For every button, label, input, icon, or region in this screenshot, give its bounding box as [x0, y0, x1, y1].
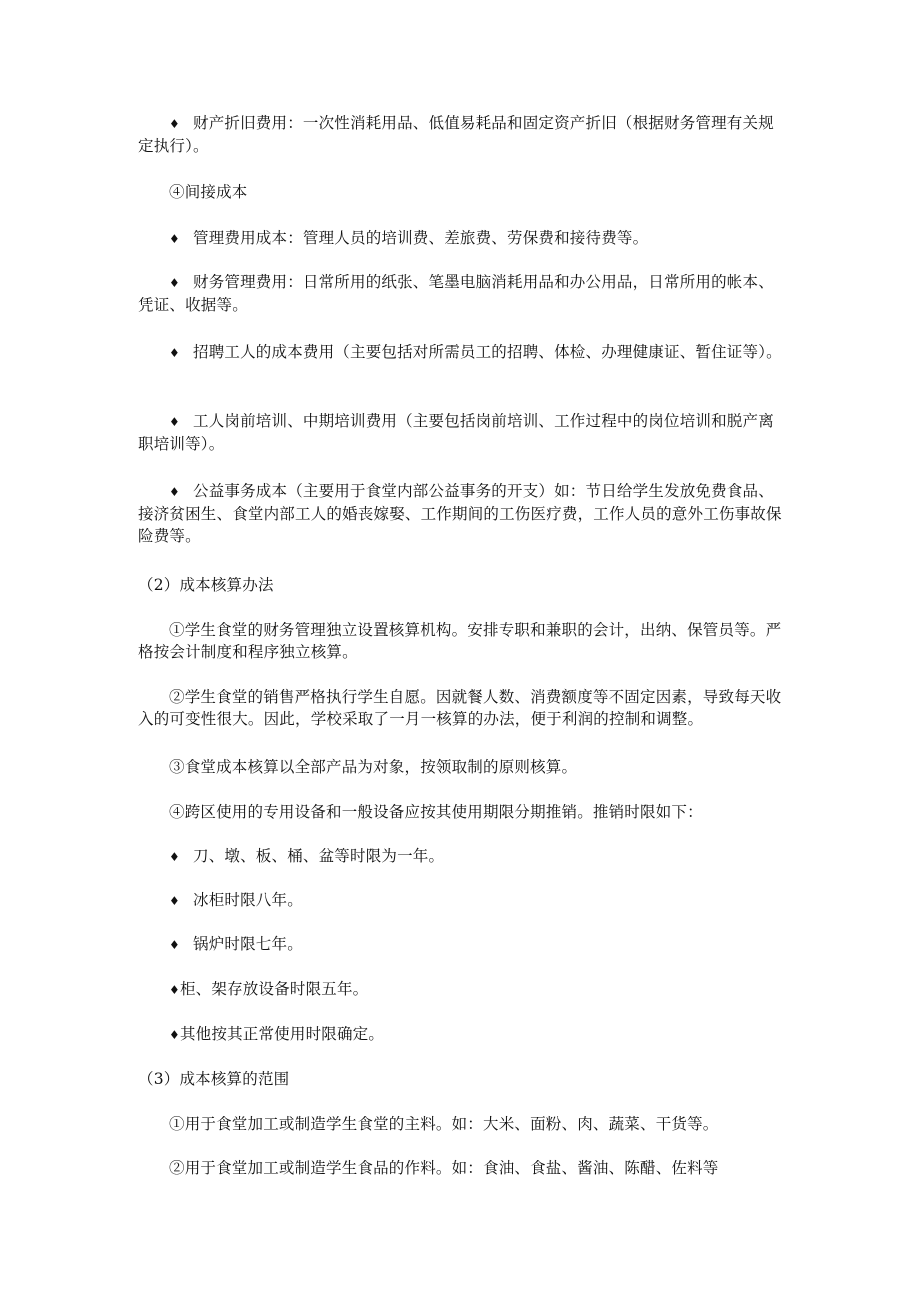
list-item-freezer	[138, 889, 786, 912]
diamond-bullet-icon: ♦	[169, 117, 180, 131]
diamond-bullet-icon: ♦	[169, 938, 180, 952]
list-item-text: 冰柜时限八年。	[193, 891, 303, 909]
paragraph-method-1: ①学生食堂的财务管理独立设置核算机构。安排专职和兼职的会计，出纳、保管员等。严格按会计制度和程序独立核算。	[138, 621, 782, 661]
section-heading-accounting-scope: （3）成本核算的范围	[138, 1070, 290, 1088]
paragraph-recruitment-cost	[138, 341, 786, 364]
section-heading-accounting-method: （2）成本核算办法	[138, 576, 274, 594]
diamond-bullet-icon: ♦	[169, 346, 180, 360]
paragraph-text: 财产折旧费用：一次性消耗用品、低值易耗品和固定资产折旧（根据财务管理有关规定执行）。	[138, 114, 774, 155]
list-item-text: 刀、墩、板、桶、盆等时限为一年。	[193, 847, 445, 865]
list-item-text: 锅炉时限七年。	[193, 935, 303, 953]
paragraph-management-cost	[138, 227, 786, 250]
paragraph-text: 财务管理费用：日常所用的纸张、笔墨电脑消耗用品和办公用品，日常所用的帐本、凭证、收据等。	[138, 273, 774, 314]
paragraph-method-2: ②学生食堂的销售严格执行学生自愿。因就餐人数、消费额度等不固定因素，导致每天收入的可变性很大。因此，学校采取了一月一核算的办法，便于利润的控制和调整。	[138, 688, 782, 728]
paragraph-finance-cost	[138, 271, 786, 316]
paragraph-scope-2: ②用于食堂加工或制造学生食品的作料。如：食油、食盐、酱油、陈醋、佐料等	[169, 1159, 719, 1177]
paragraph-text: 管理费用成本：管理人员的培训费、差旅费、劳保费和接待费等。	[193, 229, 649, 247]
paragraph-text: 工人岗前培训、中期培训费用（主要包括岗前培训、工作过程中的岗位培训和脱产离职培训等）。	[138, 412, 774, 453]
diamond-bullet-icon: ♦	[169, 276, 180, 290]
paragraph-training-cost	[138, 410, 786, 455]
diamond-bullet-icon: ♦	[169, 894, 180, 908]
paragraph-public-welfare-cost	[138, 480, 786, 547]
list-item-boiler	[138, 933, 786, 956]
list-item-cabinets	[138, 978, 786, 1001]
diamond-bullet-icon: ♦	[169, 415, 180, 429]
list-item-text: 柜、架存放设备时限五年。	[179, 980, 369, 998]
list-item-knives	[138, 845, 786, 868]
paragraph-scope-1: ①用于食堂加工或制造学生食堂的主料。如：大米、面粉、肉、蔬菜、干货等。	[169, 1115, 719, 1133]
diamond-bullet-icon: ♦	[169, 485, 180, 499]
diamond-bullet-icon: ♦	[169, 850, 180, 864]
paragraph-method-4: ④跨区使用的专用设备和一般设备应按其使用期限分期推销。推销时限如下：	[169, 803, 703, 821]
list-item-text: 其他按其正常使用时限确定。	[179, 1025, 385, 1043]
section-heading-indirect-cost: ④间接成本	[169, 183, 248, 201]
paragraph-text: 招聘工人的成本费用（主要包括对所需员工的招聘、体检、办理健康证、暂住证等）。	[193, 343, 782, 361]
diamond-bullet-icon: ♦	[169, 983, 180, 997]
paragraph-depreciation	[138, 112, 786, 157]
list-item-others	[138, 1023, 786, 1046]
diamond-bullet-icon: ♦	[169, 1028, 180, 1042]
paragraph-text: 公益事务成本（主要用于食堂内部公益事务的开支）如：节日给学生发放免费食品、接济贫困生、食堂内部工人的婚丧嫁娶、工作期间的工伤医疗费，工作人员的意外工伤事故保险费等。	[138, 482, 782, 545]
paragraph-method-3: ③食堂成本核算以全部产品为对象，按领取制的原则核算。	[169, 758, 578, 776]
diamond-bullet-icon: ♦	[169, 232, 180, 246]
